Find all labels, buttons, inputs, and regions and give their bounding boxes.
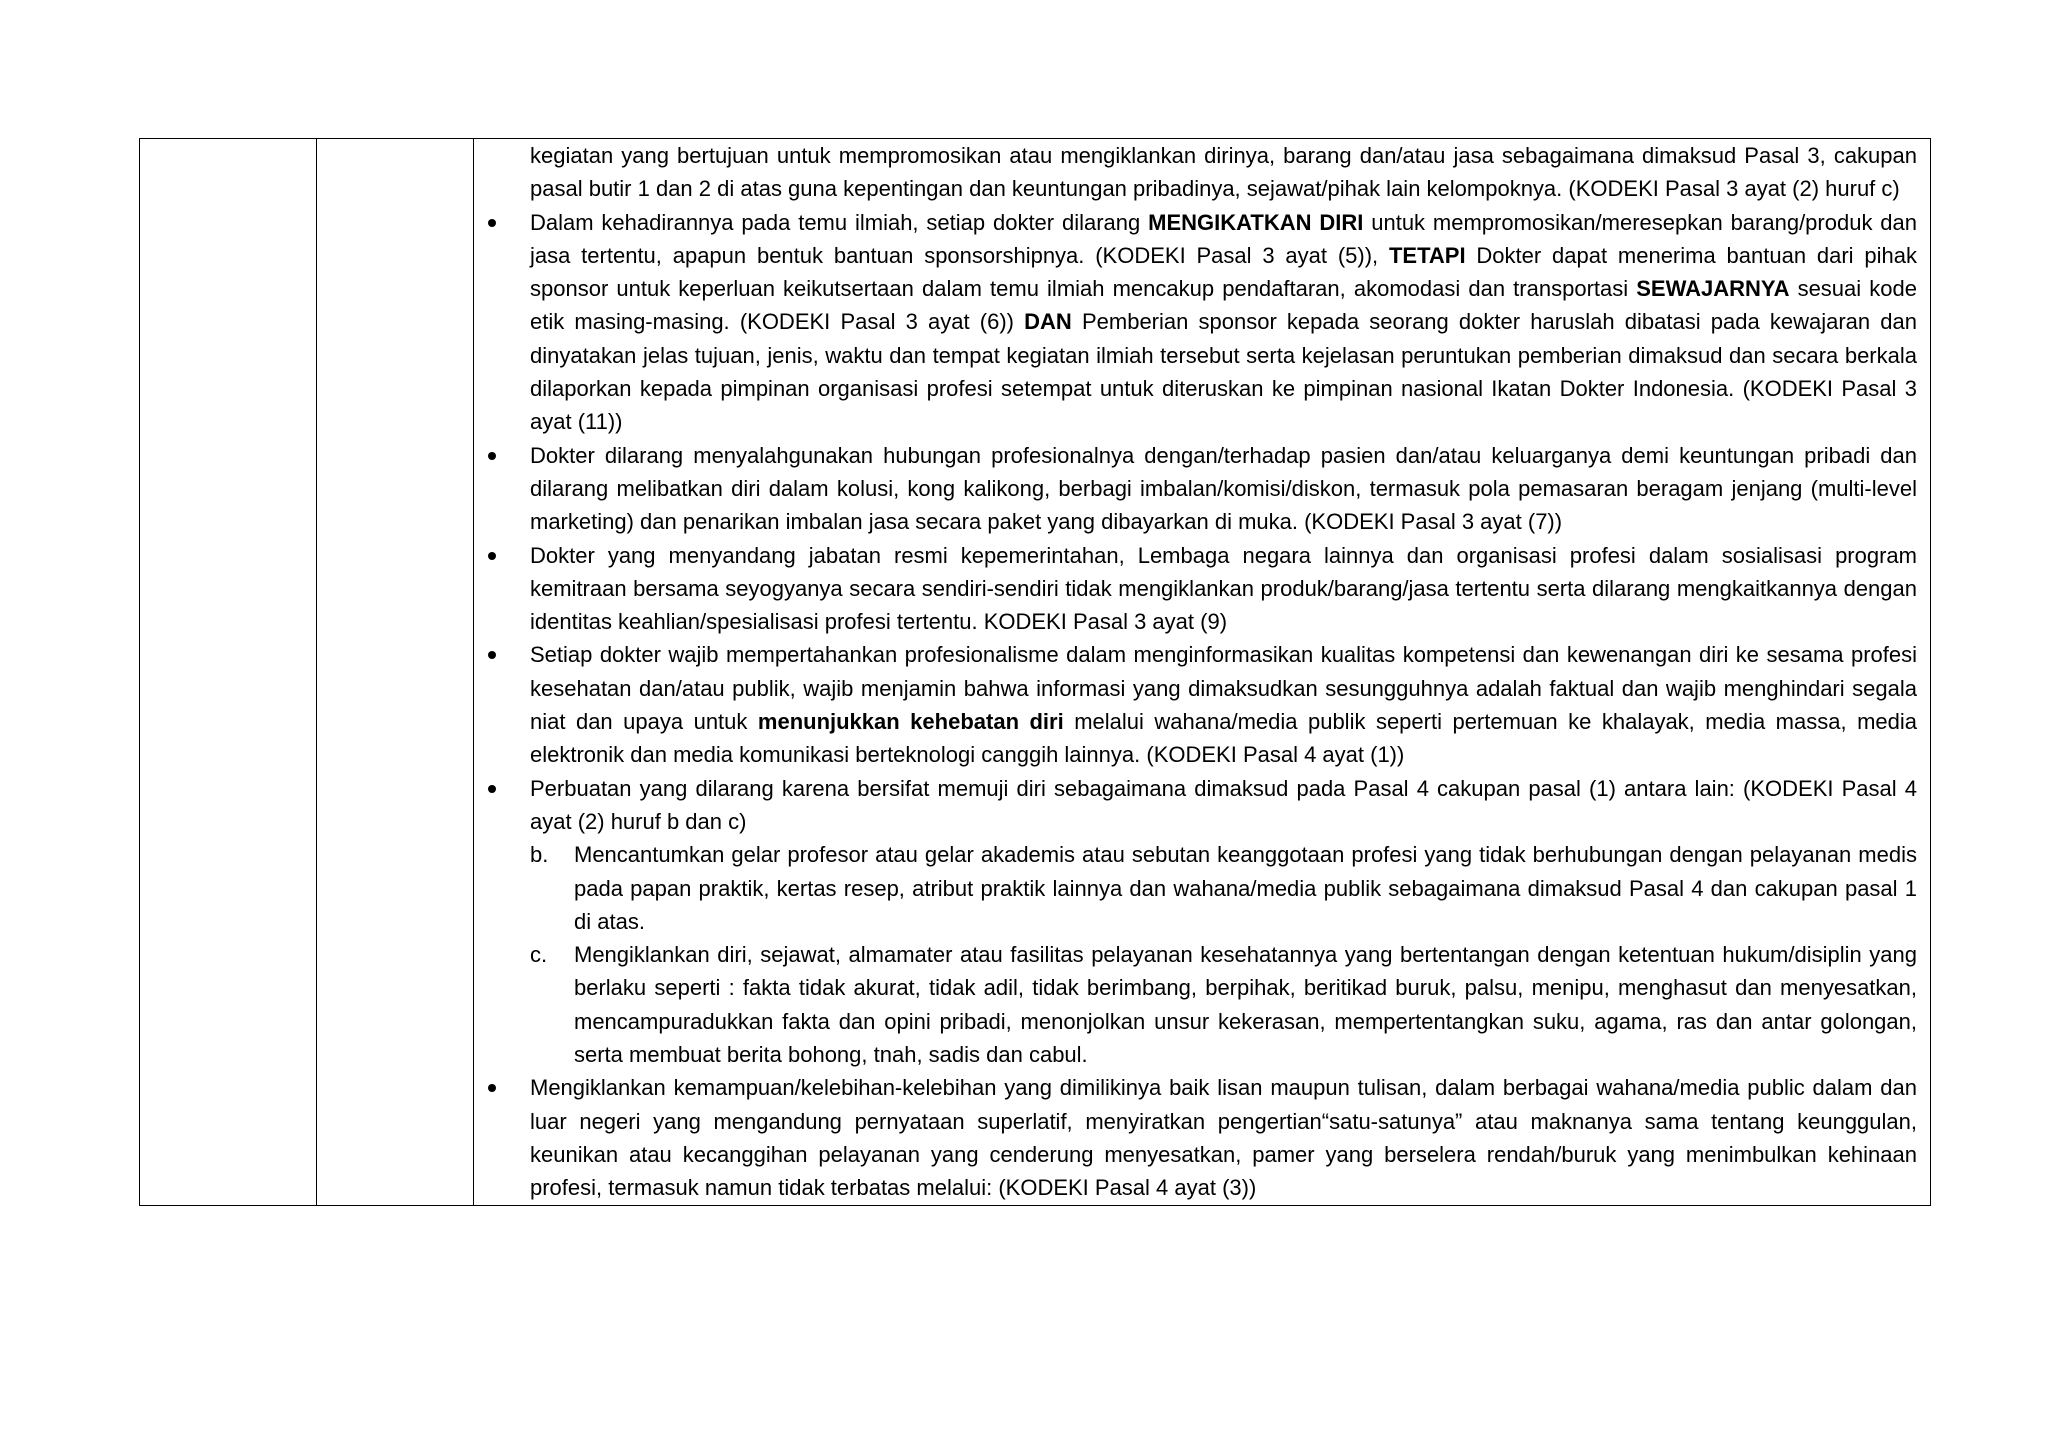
bold-text: SEWAJARNYA bbox=[1636, 276, 1790, 302]
sub-list-item-b bbox=[474, 838, 1917, 938]
sub-list-item-c bbox=[474, 938, 1917, 1071]
text-run: Dokter dapat menerima bantuan dari pihak sponsor untuk keperluan keikutsertaan dalam temu ilmiah mencakup pendaftaran, akomodasi dan transportasi bbox=[530, 242, 1917, 302]
table-cell-empty-1 bbox=[140, 139, 317, 1206]
lead-paragraph: kegiatan yang bertujuan untuk mempromosikan atau mengiklankan dirinya, barang dan/atau jasa sebagaimana dimaksud Pasal 3, cakupan pasal butir 1 dan 2 di atas guna kepentingan dan keuntungan pribadinya, sejawat/pihak lain kelompoknya. (KODEKI Pasal 3 ayat (2) huruf c) bbox=[530, 143, 1917, 202]
text-run: Perbuatan yang dilarang karena bersifat memuji diri sebagaimana dimaksud pada Pasal 4 cakupan pasal (1) antara lain: (KODEKI Pasal 4 ayat (2) huruf b dan c) bbox=[530, 775, 1917, 834]
table-cell-empty-2 bbox=[317, 139, 474, 1206]
bullet-icon bbox=[488, 785, 496, 793]
content-table bbox=[139, 138, 1931, 1206]
bullet-icon bbox=[488, 651, 496, 659]
text-run: Dokter yang menyandang jabatan resmi kepemerintahan, Lembaga negara lainnya dan organisasi profesi dalam sosialisasi program kemitraan bersama seyogyanya secara sendiri-sendiri tidak mengiklankan produk/barang/jasa tertentu serta dilarang mengkaitkannya dengan identitas keahlian/spesialisasi profesi tertentu. KODEKI Pasal 3 ayat (9) bbox=[530, 542, 1917, 635]
list-item bbox=[474, 439, 1917, 539]
table-cell-content bbox=[474, 139, 1931, 1206]
list-marker: c. bbox=[530, 942, 548, 968]
text-run: melalui wahana/media publik seperti pertemuan ke khalayak, media massa, media elektronik dan media komunikasi berteknologi canggih lainnya. (KODEKI Pasal 4 ayat (1)) bbox=[530, 709, 1917, 768]
text-run: Setiap dokter wajib mempertahankan profesionalisme dalam menginformasikan kualitas kompetensi dan kewenangan diri ke sesama profesi kesehatan dan/atau publik, wajib menjamin bahwa informasi yang dimaksudkan sesungguhnya adalah faktual dan wajib menghindari segala niat dan upaya untuk bbox=[530, 642, 1917, 735]
bullet-icon bbox=[488, 552, 496, 560]
bold-text: DAN bbox=[1024, 309, 1072, 335]
list-item bbox=[474, 1071, 1917, 1204]
list-item bbox=[474, 772, 1917, 839]
text-run: sesuai kode etik masing-masing. (KODEKI Pasal 3 ayat (6)) bbox=[530, 276, 1917, 335]
list-item bbox=[474, 206, 1917, 439]
text-run: Dalam kehadirannya pada temu ilmiah, setiap dokter dilarang bbox=[530, 209, 1149, 235]
text-run: Mengiklankan diri, sejawat, almamater atau fasilitas pelayanan kesehatannya yang bertentangan dengan ketentuan hukum/disiplin yang berlaku seperti : fakta tidak akurat, tidak adil, tidak berimbang, berpihak, beritikad buruk, palsu, menipu, menghasut dan menyesatkan, mencampuradukkan fakta dan opini pribadi, menonjolkan unsur kekerasan, mempertentangkan suku, agama, ras dan antar golongan, serta membuat berita bohong, tnah, sadis dan cabul. bbox=[574, 942, 1917, 1068]
text-run: Mengiklankan kemampuan/kelebihan-kelebihan yang dimilikinya baik lisan maupun tulisan, dalam berbagai wahana/media public dalam dan luar negeri yang mengandung pernyataan superlatif, menyiratkan pengertian“satu-satunya” atau maknanya sama tentang keunggulan, keunikan atau kecanggihan pelayanan yang cenderung menyesatkan, pamer yang berselera rendah/buruk yang menimbulkan kehinaan profesi, termasuk namun tidak terbatas melalui: (KODEKI Pasal 4 ayat (3)) bbox=[530, 1075, 1917, 1201]
text-run: untuk mempromosikan/meresepkan barang/produk dan jasa tertentu, apapun bentuk bantuan sponsorshipnya. (KODEKI Pasal 3 ayat (5)), bbox=[530, 209, 1918, 268]
text-run: Pemberian sponsor kepada seorang dokter haruslah dibatasi pada kewajaran dan dinyatakan jelas tujuan, jenis, waktu dan tempat kegiatan ilmiah tersebut serta kejelasan peruntukan pemberian dimaksud dan secara berkala dilaporkan kepada pimpinan organisasi profesi setempat untuk diteruskan ke pimpinan nasional Ikatan Dokter Indonesia. (KODEKI Pasal 3 ayat (11)) bbox=[530, 309, 1917, 435]
list-item bbox=[474, 638, 1917, 771]
bold-text: MENGIKATKAN DIRI bbox=[1148, 209, 1364, 235]
bold-text: menunjukkan kehebatan diri bbox=[757, 709, 1064, 735]
text-run: Dokter dilarang menyalahgunakan hubungan profesionalnya dengan/terhadap pasien dan/atau keluarganya demi keuntungan pribadi dan dilarang melibatkan diri dalam kolusi, kong kalikong, berbagi imbalan/komisi/diskon, termasuk pola pemasaran beragam jenjang (multi-level marketing) dan penarikan imbalan jasa secara paket yang dibayarkan di muka. (KODEKI Pasal 3 ayat (7)) bbox=[530, 442, 1917, 535]
bold-text: TETAPI bbox=[1388, 242, 1466, 268]
list-item bbox=[474, 539, 1917, 639]
bullet-icon bbox=[488, 452, 496, 460]
bullet-icon bbox=[488, 1084, 496, 1092]
table-row bbox=[140, 139, 1931, 1206]
text-run: Mencantumkan gelar profesor atau gelar akademis atau sebutan keanggotaan profesi yang tidak berhubungan dengan pelayanan medis pada papan praktik, kertas resep, atribut praktik lainnya dan wahana/media publik sebagaimana dimaksud Pasal 4 dan cakupan pasal 1 di atas. bbox=[574, 842, 1917, 934]
list-marker: b. bbox=[530, 842, 549, 868]
cell-content bbox=[474, 139, 1930, 1205]
bullet-icon bbox=[488, 219, 496, 227]
